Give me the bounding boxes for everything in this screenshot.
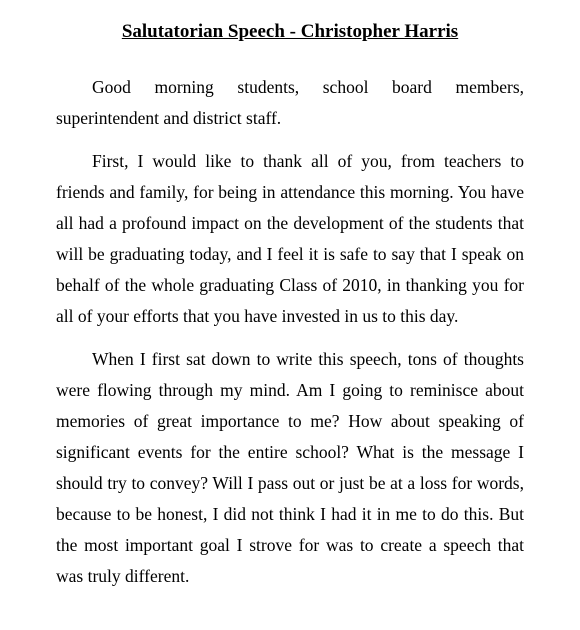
paragraph-reflection: When I first sat down to write this speech, tons of thoughts were flowing through my mind. Am I going to reminisce about memories of great importance to me? How about speaking of significant events for the entire school? What is the message I should try to convey? Will I pass out or just be at a loss for words, because to be honest, I did not think I had it in me to do this. But the most important goal I strove for was to create a speech that was truly different.	[56, 349, 524, 586]
paragraph-thanks: First, I would like to thank all of you, from teachers to friends and family, for being in attendance this morning. You have all had a profound impact on the development of the students that will be graduating today, and I feel it is safe to say that I speak on behalf of the whole graduating Class of 2010, in thanking you for all of your efforts that you have invested in us to this day.	[56, 151, 524, 326]
document-title: Salutatorian Speech - Christopher Harris	[121, 21, 459, 42]
paragraph-greeting: Good morning students, school board members, superintendent and district staff.	[56, 77, 524, 128]
